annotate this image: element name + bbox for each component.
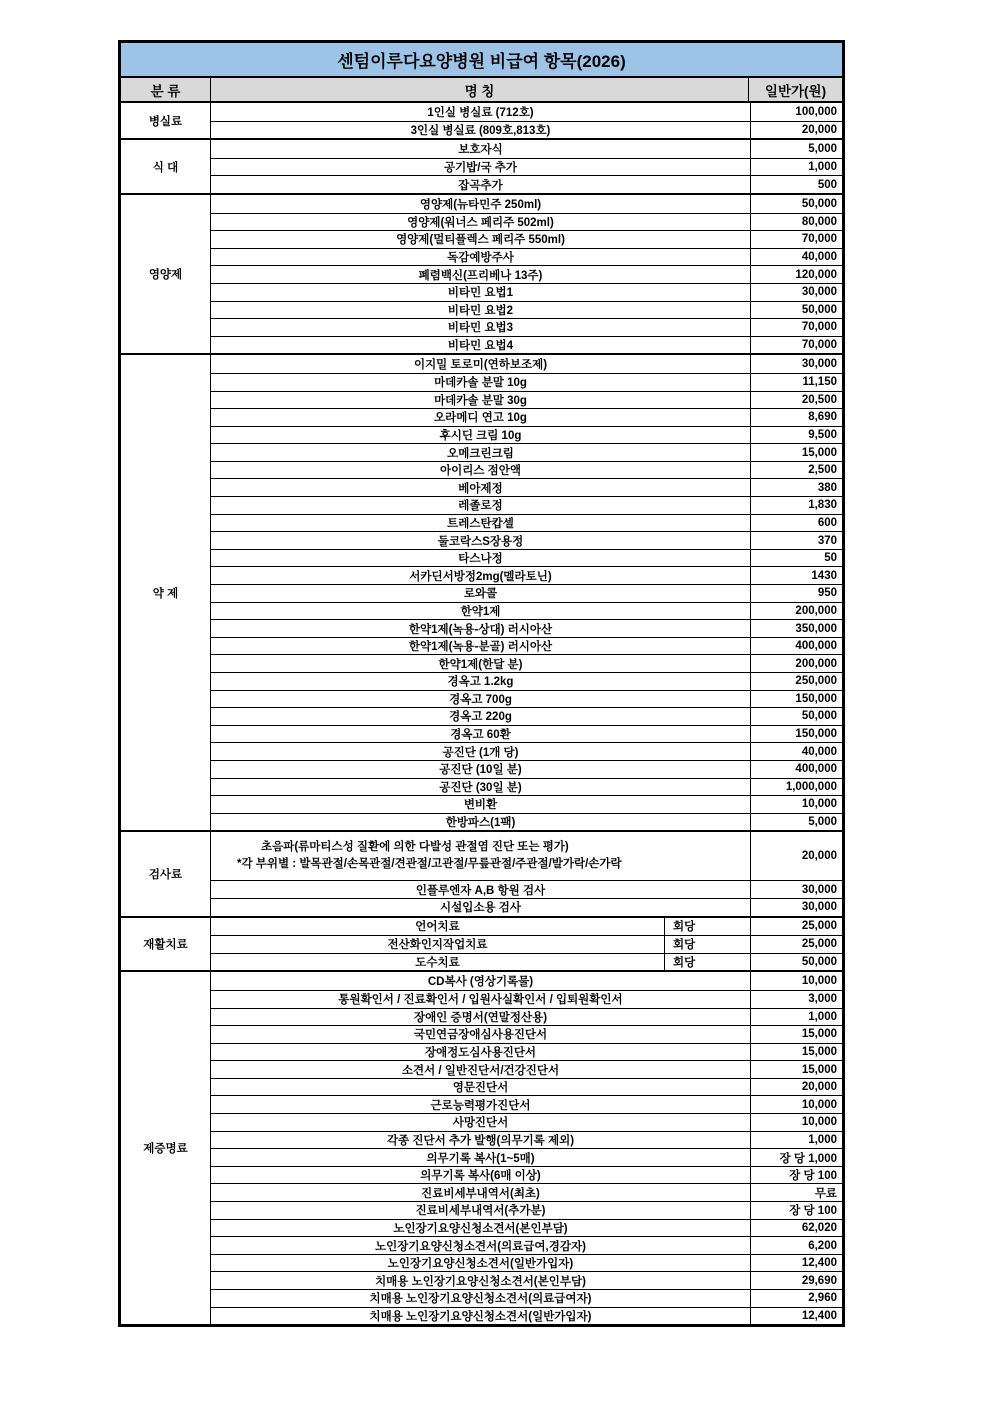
table-row — [211, 742, 842, 760]
item-name: 비타민 요법1 — [211, 284, 751, 301]
item-price: 70,000 — [801, 339, 837, 352]
item-price: 500 — [817, 178, 837, 191]
item-price: 장 당 100 — [789, 1205, 837, 1218]
item-name: 경옥고 700g — [211, 691, 751, 708]
item-price: 8,690 — [808, 411, 837, 424]
section-4 — [121, 830, 842, 915]
table-row — [211, 1271, 842, 1289]
item-name: 한약1제 — [211, 603, 751, 620]
item-price: 120,000 — [795, 268, 837, 281]
table-row — [211, 898, 842, 916]
item-name: 비타민 요법4 — [211, 337, 751, 354]
item-price: 11,150 — [802, 376, 837, 389]
table-row — [211, 478, 842, 496]
item-price: 15,000 — [801, 1045, 837, 1058]
item-price: 250,000 — [795, 675, 837, 688]
item-price: 10,000 — [801, 1098, 837, 1111]
item-price: 62,020 — [801, 1221, 837, 1234]
item-price: 5,000 — [808, 816, 837, 829]
item-name: 인플루엔자 A,B 항원 검사 — [211, 881, 751, 898]
table-row — [211, 549, 842, 567]
table-row — [211, 690, 842, 708]
item-price: 무료 — [814, 1187, 837, 1200]
table-row — [211, 1113, 842, 1131]
table-header-row — [121, 78, 842, 103]
table-row — [211, 213, 842, 231]
item-name: 변비환 — [211, 796, 751, 813]
column-header-name: 명 칭 — [211, 78, 749, 101]
table-row — [211, 1025, 842, 1043]
table-row — [211, 935, 842, 953]
category-label: 약 제 — [121, 355, 211, 830]
item-name — [211, 832, 751, 880]
item-price: 350,000 — [795, 622, 837, 635]
item-price: 380 — [817, 481, 837, 494]
item-name: 도수치료 — [211, 954, 665, 971]
page-title: 센텀이루다요양병원 비급여 항목(2026) — [121, 43, 842, 78]
item-price: 400,000 — [795, 640, 837, 653]
table-row — [211, 1307, 842, 1325]
item-name: 전산화인지작업치료 — [211, 936, 665, 953]
item-name: 보호자식 — [211, 140, 751, 158]
item-name: 잡곡추가 — [211, 176, 751, 193]
item-name: 서카딘서방정2mg(멜라토닌) — [211, 567, 751, 584]
table-row — [211, 355, 842, 373]
item-price: 12,400 — [801, 1257, 837, 1270]
item-name: 한약1제(녹용-분골) 러시아산 — [211, 638, 751, 655]
item-name: 영양제(멀티플렉스 페리주 550ml) — [211, 231, 751, 248]
table-row — [211, 408, 842, 426]
item-name: 레졸로정 — [211, 497, 751, 514]
item-price: 장 당 1,000 — [779, 1152, 837, 1165]
item-name: CD복사 (영상기록물) — [211, 972, 751, 990]
item-name: 베아제정 — [211, 479, 751, 496]
section-rows — [211, 832, 842, 915]
item-price: 10,000 — [801, 1116, 837, 1129]
item-name: 오라메디 연고 10g — [211, 409, 751, 426]
table-row — [211, 1219, 842, 1237]
item-name: 통원확인서 / 진료확인서 / 입원사실확인서 / 입퇴원확인서 — [211, 991, 751, 1008]
item-name: 1인실 병실료 (712호) — [211, 103, 751, 121]
item-price: 2,960 — [808, 1292, 837, 1305]
item-price: 15,000 — [801, 446, 837, 459]
item-name: 치매용 노인장기요양신청소견서(의료급여자) — [211, 1290, 751, 1307]
item-name: 마데카솔 분말 10g — [211, 374, 751, 391]
table-row — [211, 1289, 842, 1307]
section-rows — [211, 918, 842, 971]
table-row — [211, 195, 842, 213]
item-name: 타스나정 — [211, 550, 751, 567]
item-price: 1,000 — [808, 161, 837, 174]
table-row — [211, 140, 842, 158]
unit-label: 회당 — [665, 936, 751, 953]
table-row — [211, 813, 842, 831]
table-row — [211, 248, 842, 266]
table-row — [211, 832, 842, 880]
item-price: 80,000 — [801, 215, 837, 228]
item-price: 150,000 — [795, 692, 837, 705]
item-name: 진료비세부내역서(최초) — [211, 1184, 751, 1201]
item-price: 30,000 — [801, 901, 837, 914]
table-row — [211, 265, 842, 283]
item-price: 400,000 — [795, 763, 837, 776]
table-row — [211, 443, 842, 461]
item-price: 15,000 — [801, 1063, 837, 1076]
item-price: 5,000 — [808, 142, 837, 155]
item-price: 1,830 — [808, 499, 837, 512]
item-price: 15,000 — [801, 1028, 837, 1041]
item-name: 영양제(워너스 페리주 502ml) — [211, 214, 751, 231]
item-name: 공진단 (10일 분) — [211, 761, 751, 778]
table-row — [211, 795, 842, 813]
table-row — [211, 121, 842, 139]
table-row — [211, 880, 842, 898]
item-name: 치매용 노인장기요양신청소견서(본인부담) — [211, 1272, 751, 1289]
item-name: 후시딘 크림 10g — [211, 427, 751, 444]
item-price: 150,000 — [795, 728, 837, 741]
item-name: 이지밀 토로미(연하보조제) — [211, 355, 751, 373]
table-row — [211, 1183, 842, 1201]
item-name: 각종 진단서 추가 발행(의무기록 제외) — [211, 1132, 751, 1149]
item-price: 20,000 — [801, 1081, 837, 1094]
item-name-line: 초음파(류마티스성 질환에 의한 다발성 관절염 진단 또는 평가) — [261, 840, 569, 853]
table-row — [211, 1236, 842, 1254]
item-price: 2,500 — [808, 464, 837, 477]
item-name: 장애인 증명서(연말정산용) — [211, 1009, 751, 1026]
item-price: 100,000 — [795, 105, 837, 118]
section-rows — [211, 195, 842, 353]
item-name: 독감예방주사 — [211, 249, 751, 266]
item-name: 사망진단서 — [211, 1114, 751, 1131]
item-price: 200,000 — [795, 657, 837, 670]
item-price: 370 — [817, 534, 837, 547]
table-row — [211, 391, 842, 409]
item-name: 비타민 요법3 — [211, 319, 751, 336]
table-row — [211, 373, 842, 391]
item-price: 10,000 — [801, 975, 837, 988]
item-price: 50,000 — [801, 956, 837, 969]
item-price: 950 — [817, 587, 837, 600]
table-row — [211, 531, 842, 549]
item-name: 한약1제(한달 분) — [211, 655, 751, 672]
table-row — [211, 1008, 842, 1026]
section-rows — [211, 103, 842, 138]
item-name: 트레스탄캅셀 — [211, 515, 751, 532]
table-row — [211, 566, 842, 584]
item-price: 장 당 100 — [789, 1170, 837, 1183]
table-row — [211, 158, 842, 176]
item-price: 600 — [817, 516, 837, 529]
item-name: 의무기록 복사(1~5매) — [211, 1149, 751, 1166]
item-name: 노인장기요양신청소견서(본인부담) — [211, 1220, 751, 1237]
item-price: 20,000 — [801, 850, 837, 863]
table-row — [211, 1166, 842, 1184]
table-row — [211, 584, 842, 602]
section-2 — [121, 193, 842, 353]
item-name: 의무기록 복사(6매 이상) — [211, 1167, 751, 1184]
category-label: 재활치료 — [121, 918, 211, 971]
item-price: 30,000 — [801, 358, 837, 371]
item-price: 25,000 — [801, 920, 837, 933]
item-name: 국민연금장애심사용진단서 — [211, 1026, 751, 1043]
column-header-price: 일반가(원) — [764, 83, 827, 99]
item-name: 진료비세부내역서(추가분) — [211, 1202, 751, 1219]
item-price: 50,000 — [801, 197, 837, 210]
item-price: 200,000 — [795, 604, 837, 617]
item-name: 경옥고 220g — [211, 708, 751, 725]
section-1 — [121, 138, 842, 193]
table-row — [211, 301, 842, 319]
table-row — [211, 318, 842, 336]
item-price: 29,690 — [801, 1274, 837, 1287]
item-price: 20,500 — [801, 393, 837, 406]
category-label: 병실료 — [121, 103, 211, 138]
table-row — [211, 990, 842, 1008]
item-name: 3인실 병실료 (809호,813호) — [211, 122, 751, 139]
item-price: 3,000 — [808, 993, 837, 1006]
item-price: 10,000 — [801, 798, 837, 811]
item-name: 시설입소용 검사 — [211, 899, 751, 916]
item-price: 20,000 — [801, 123, 837, 136]
item-name: 공진단 (30일 분) — [211, 779, 751, 796]
unit-label: 회당 — [665, 918, 751, 936]
item-name: 비타민 요법2 — [211, 302, 751, 319]
table-body — [121, 103, 842, 1324]
item-name: 치매용 노인장기요양신청소견서(일반가입자) — [211, 1308, 751, 1325]
item-name: 아이리스 점안액 — [211, 462, 751, 479]
item-name: 로와콜 — [211, 585, 751, 602]
item-name-line: *각 부위별 : 발목관절/손목관절/견관절/고관절/무릎관절/주관절/발가락/손가락 — [237, 858, 622, 871]
table-row — [211, 514, 842, 532]
item-name: 언어치료 — [211, 918, 665, 936]
table-row — [211, 619, 842, 637]
table-row — [211, 336, 842, 354]
item-price: 1,000,000 — [785, 780, 837, 793]
table-row — [211, 778, 842, 796]
item-price: 25,000 — [801, 938, 837, 951]
section-rows — [211, 140, 842, 193]
item-price: 40,000 — [801, 251, 837, 264]
category-label: 제증명료 — [121, 972, 211, 1324]
table-row — [211, 953, 842, 971]
column-header-category: 분 류 — [121, 78, 211, 101]
item-price: 1,000 — [808, 1133, 837, 1146]
item-name: 경옥고 1.2kg — [211, 673, 751, 690]
item-name: 한방파스(1팩) — [211, 814, 751, 831]
table-row — [211, 1148, 842, 1166]
item-price: 50,000 — [801, 303, 837, 316]
item-price: 9,500 — [808, 428, 837, 441]
table-row — [211, 283, 842, 301]
table-row — [211, 637, 842, 655]
category-label: 검사료 — [121, 832, 211, 915]
item-price: 40,000 — [801, 745, 837, 758]
table-row — [211, 496, 842, 514]
item-price: 30,000 — [801, 883, 837, 896]
table-row — [211, 707, 842, 725]
item-name: 영양제(뉴타민주 250ml) — [211, 195, 751, 213]
item-name: 장애정도심사용진단서 — [211, 1044, 751, 1061]
item-price: 70,000 — [801, 233, 837, 246]
section-6 — [121, 970, 842, 1324]
item-name: 경옥고 60환 — [211, 726, 751, 743]
table-row — [211, 918, 842, 936]
item-name: 둘코락스S장용정 — [211, 532, 751, 549]
item-name: 노인장기요양신청소견서(일반가입자) — [211, 1255, 751, 1272]
item-name: 소견서 / 일반진단서/건강진단서 — [211, 1061, 751, 1078]
item-name: 한약1제(녹용-상대) 러시아산 — [211, 620, 751, 637]
table-row — [211, 672, 842, 690]
table-row — [211, 1131, 842, 1149]
item-price: 1430 — [811, 569, 837, 582]
table-row — [211, 602, 842, 620]
table-row — [211, 972, 842, 990]
section-5 — [121, 916, 842, 971]
table-row — [211, 461, 842, 479]
unit-label: 회당 — [665, 954, 751, 971]
table-row — [211, 1078, 842, 1096]
table-row — [211, 725, 842, 743]
item-price: 12,400 — [801, 1309, 837, 1322]
section-rows — [211, 972, 842, 1324]
table-row — [211, 1043, 842, 1061]
item-name: 공진단 (1개 당) — [211, 743, 751, 760]
item-name: 영문진단서 — [211, 1079, 751, 1096]
item-price: 1,000 — [808, 1010, 837, 1023]
item-name: 노인장기요양신청소견서(의료급여,경감자) — [211, 1237, 751, 1254]
category-label: 식 대 — [121, 140, 211, 193]
table-row — [211, 1254, 842, 1272]
item-price: 30,000 — [801, 286, 837, 299]
item-name: 공기밥/국 추가 — [211, 159, 751, 176]
item-name: 오메크린크림 — [211, 444, 751, 461]
item-price: 50,000 — [801, 710, 837, 723]
item-name: 폐렴백신(프리베나 13주) — [211, 266, 751, 283]
table-row — [211, 1201, 842, 1219]
item-price: 70,000 — [801, 321, 837, 334]
table-row — [211, 1095, 842, 1113]
table-row — [211, 1060, 842, 1078]
table-row — [211, 230, 842, 248]
item-name: 근로능력평가진단서 — [211, 1096, 751, 1113]
table-row — [211, 103, 842, 121]
section-rows — [211, 355, 842, 830]
item-price: 50 — [824, 552, 837, 565]
table-row — [211, 760, 842, 778]
fee-table — [118, 40, 845, 1327]
item-name: 마데카솔 분말 30g — [211, 392, 751, 409]
section-3 — [121, 353, 842, 830]
table-row — [211, 175, 842, 193]
table-row — [211, 426, 842, 444]
item-price: 6,200 — [808, 1239, 837, 1252]
table-row — [211, 654, 842, 672]
category-label: 영양제 — [121, 195, 211, 353]
section-0 — [121, 103, 842, 138]
